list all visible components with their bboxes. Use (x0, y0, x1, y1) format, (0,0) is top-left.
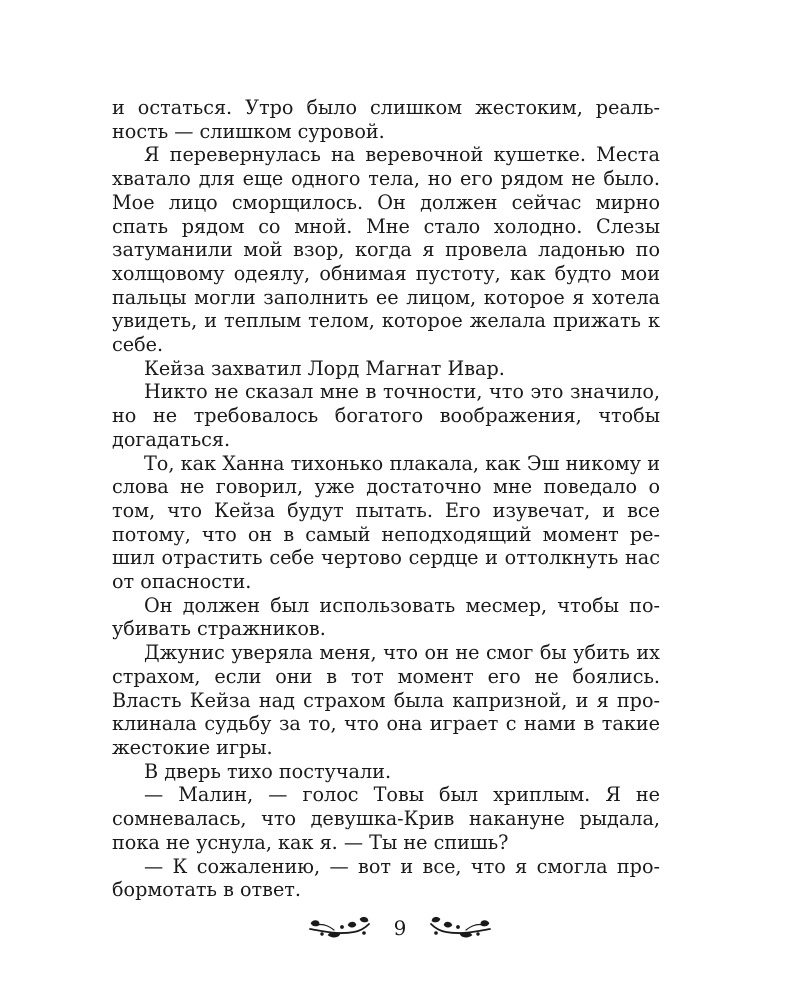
paragraph-6: Он должен был использовать месмер, чтобы поубивать стражников. (112, 593, 660, 641)
paragraph-1: и остаться. Утро было слишком жестоким, реальность — слишком суровой. (112, 96, 660, 143)
paragraph-4: Никто не сказал мне в точности, что это значило, но не требовалось богатого воображения, чтобы догадаться. (112, 380, 660, 451)
page-number: 9 (393, 916, 407, 940)
paragraph-3: Кейза захватил Лорд Магнат Ивар. (144, 356, 505, 380)
page-footer (0, 910, 800, 946)
floral-vignette-right-icon (428, 915, 492, 941)
paragraph-2: Я перевернулась на веревочной кушетке. Места хватало для еще одного тела, но его рядом не было. Мое лицо сморщилось. Он должен сейчас мирно спать рядом со мной. Мне стало холодно. Слезы затуманили мой взор, когда я провела ладонью по холщовому одеялу, обнимая пустоту, как будто мои пальцы могли заполнить ее лицом, которое я хотела увидеть, и теплым телом, которое желала прижать к себе. (112, 143, 660, 357)
paragraph-10: — К сожалению, — вот и все, что я смогла пробормотать в ответ. (112, 854, 660, 902)
paragraph-9: — Малин, — голос Товы был хриплым. Я не сомневалась, что девушка-Крив накануне рыдала, пока не уснула, как я. — Ты не спишь? (112, 783, 660, 854)
floral-vignette-left-icon (308, 915, 372, 941)
paragraph-5: То, как Ханна тихонько плакала, как Эш никому и слова не говорил, уже достаточно мне поведало о том, что Кейза будут пытать. Его изувечат, и все потому, что он в самый неподходящий момент решил отрастить себе чертово сердце и оттолкнуть нас от опасности. (112, 451, 660, 594)
page-text (112, 96, 660, 902)
paragraph-7: Джунис уверяла меня, что он не смог бы убить их страхом, если они в тот момент его не боялись. Власть Кейза над страхом была капризной, и я проклинала судьбу за то, что она играет с нами в такие жестокие игры. (112, 641, 660, 759)
paragraph-8: В дверь тихо постучали. (144, 759, 392, 783)
